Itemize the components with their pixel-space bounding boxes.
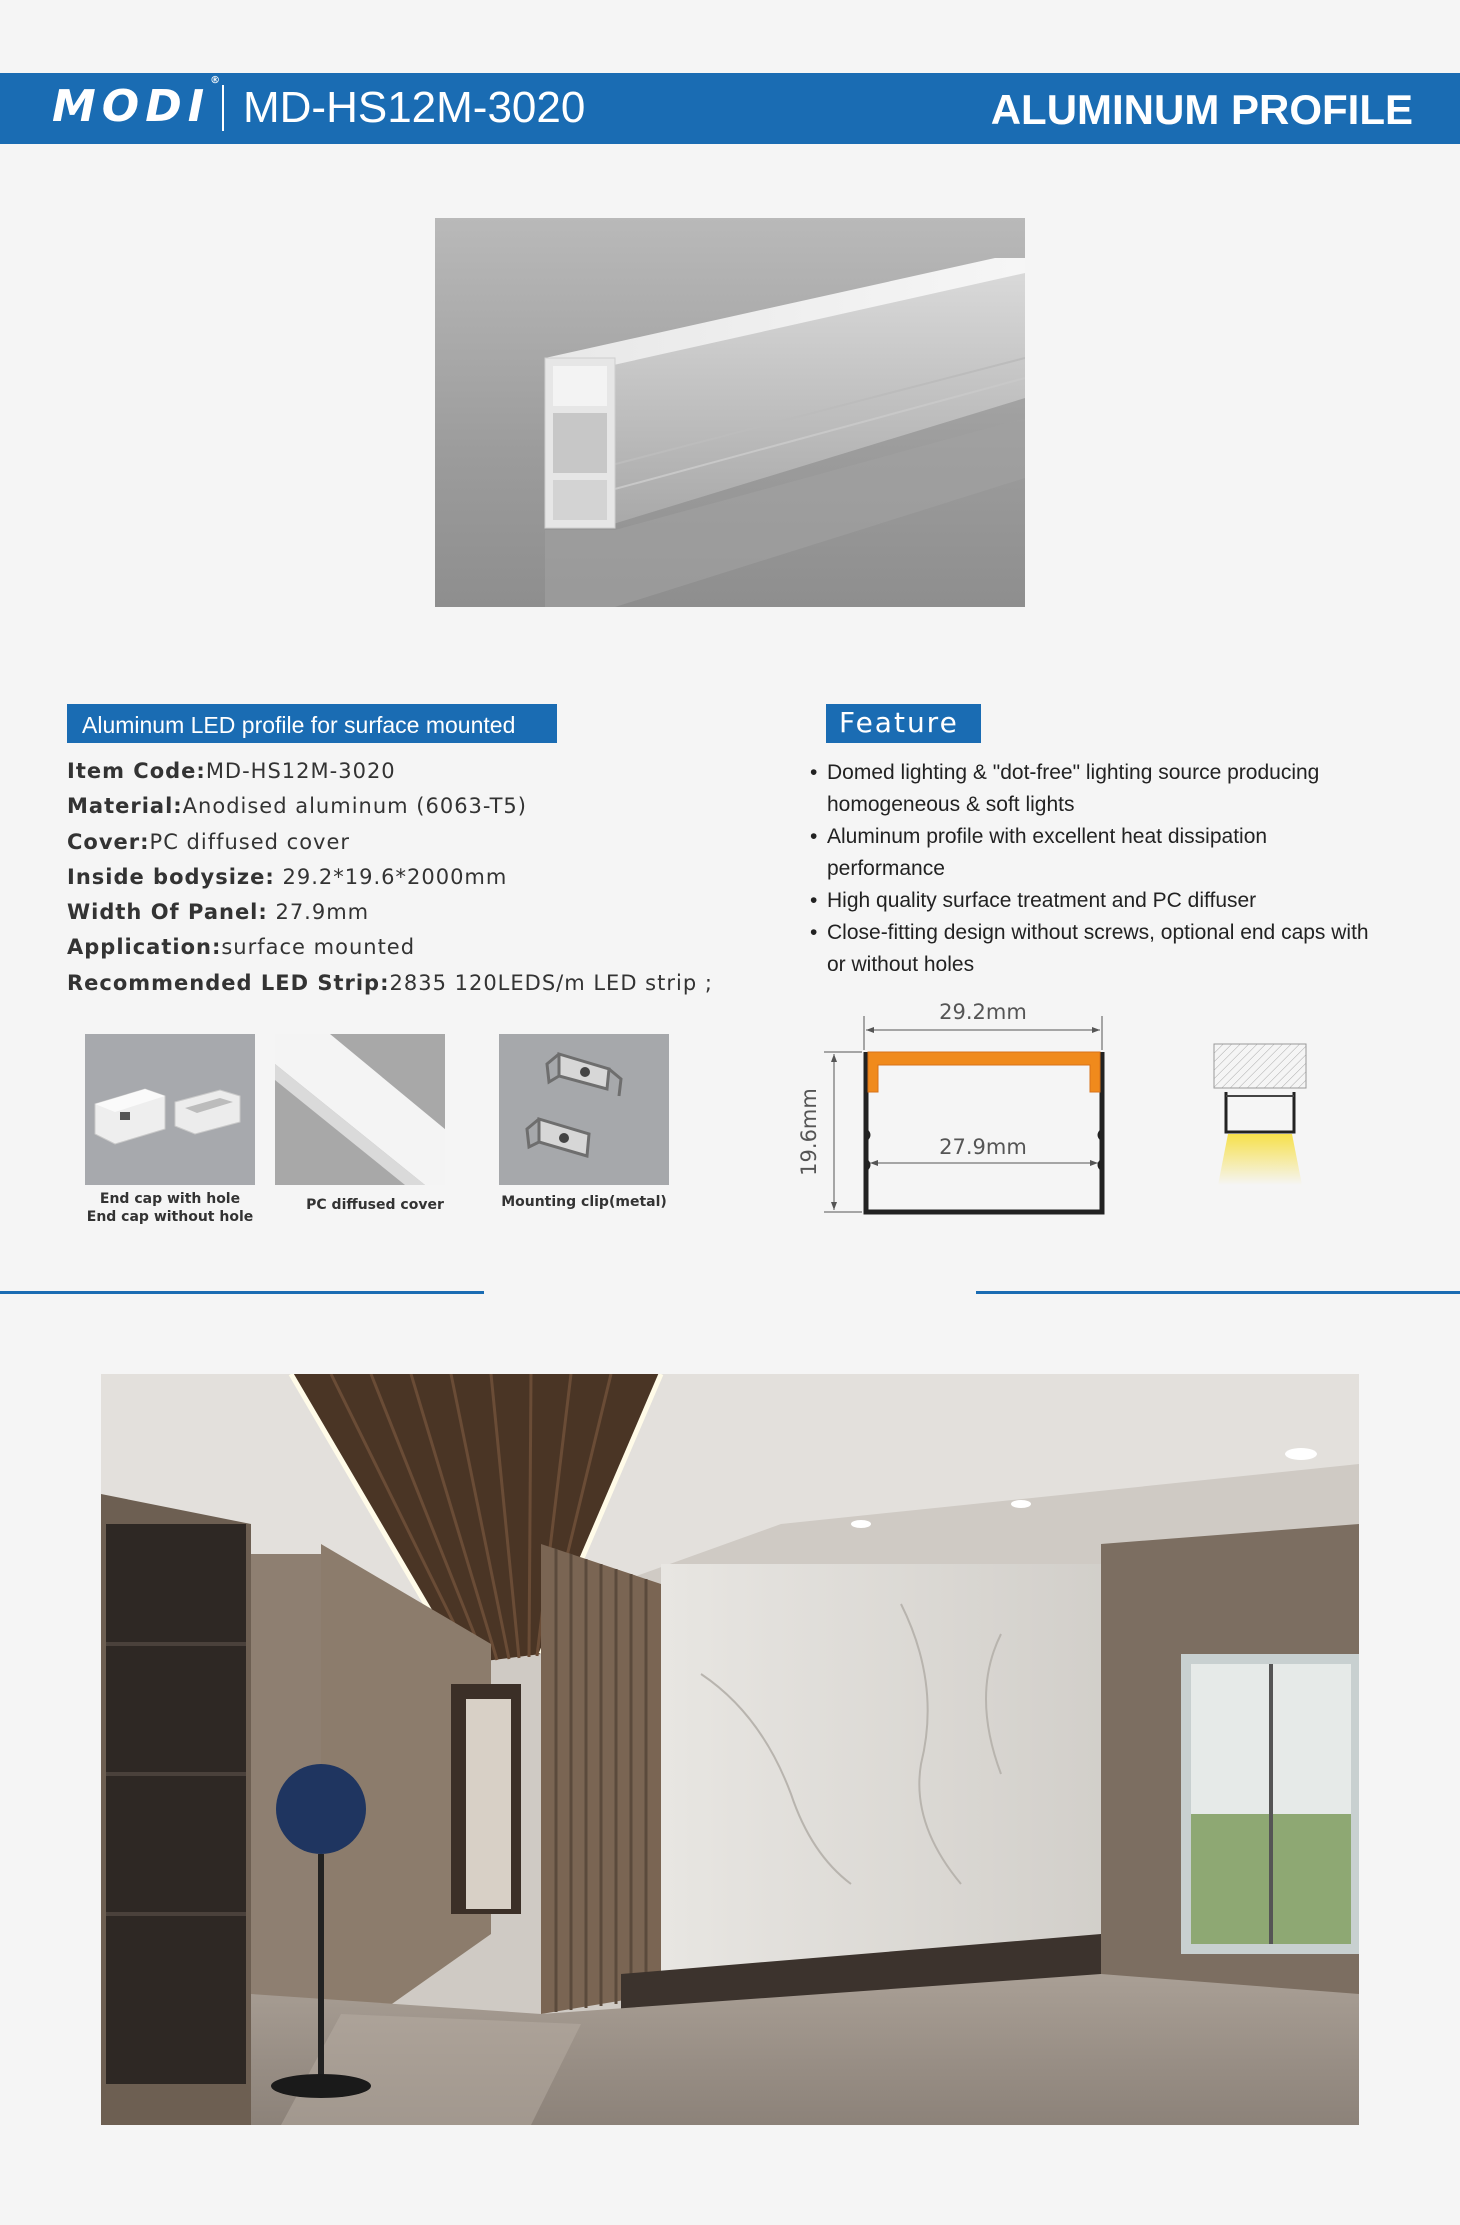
- spec-led-strip: Recommended LED Strip:2835 120LEDS/m LED strip ;: [67, 970, 713, 995]
- mounting-clip-photo: [499, 1034, 669, 1185]
- feature-list: [810, 757, 1370, 981]
- feature-item: • Domed lighting & "dot-free" lighting source producing homogeneous & soft lights: [810, 757, 1370, 821]
- mounting-illustration: [1210, 1040, 1310, 1194]
- height-label: 19.6mm: [797, 1088, 821, 1176]
- section-divider: [976, 1291, 1460, 1294]
- page-title: ALUMINUM PROFILE: [990, 86, 1413, 133]
- spec-inside-bodysize: Inside bodysize: 29.2*19.6*2000mm: [67, 864, 508, 889]
- spec-list: [67, 756, 713, 1003]
- cross-section-diagram: [794, 1000, 1114, 1224]
- spec-item-code: Item Code:MD-HS12M-3020: [67, 759, 396, 783]
- brand-logo: MODI®: [52, 75, 221, 132]
- feature-section-tag: Feature: [826, 704, 981, 743]
- spec-section-tag: Aluminum LED profile for surface mounted: [67, 704, 557, 743]
- pc-cover-caption: PC diffused cover: [306, 1197, 444, 1213]
- inner-width-label: 27.9mm: [939, 1135, 1027, 1159]
- product-photo: [435, 218, 1025, 607]
- spec-material: Material:Anodised aluminum (6063-T5): [67, 794, 527, 819]
- header-bar: [0, 73, 1460, 144]
- end-cap-photo: [85, 1034, 255, 1185]
- feature-item: • High quality surface treatment and PC diffuser: [810, 885, 1370, 917]
- model-number: MD-HS12M-3020: [243, 83, 586, 132]
- feature-item: • Close-fitting design without screws, optional end caps with or without holes: [810, 917, 1370, 981]
- end-cap-caption: End cap with hole End cap without hole: [86, 1191, 254, 1225]
- feature-item: • Aluminum profile with excellent heat dissipation performance: [810, 821, 1370, 885]
- mounting-clip-caption: Mounting clip(metal): [501, 1194, 667, 1210]
- pc-cover-photo: [275, 1034, 445, 1185]
- logo-divider: [222, 85, 224, 131]
- spec-application: Application:surface mounted: [67, 935, 416, 960]
- section-divider: [0, 1291, 484, 1294]
- spec-panel-width: Width Of Panel: 27.9mm: [67, 900, 370, 925]
- outer-width-label: 29.2mm: [939, 1000, 1027, 1024]
- application-room-photo: [101, 1374, 1359, 2125]
- spec-cover: Cover:PC diffused cover: [67, 829, 351, 854]
